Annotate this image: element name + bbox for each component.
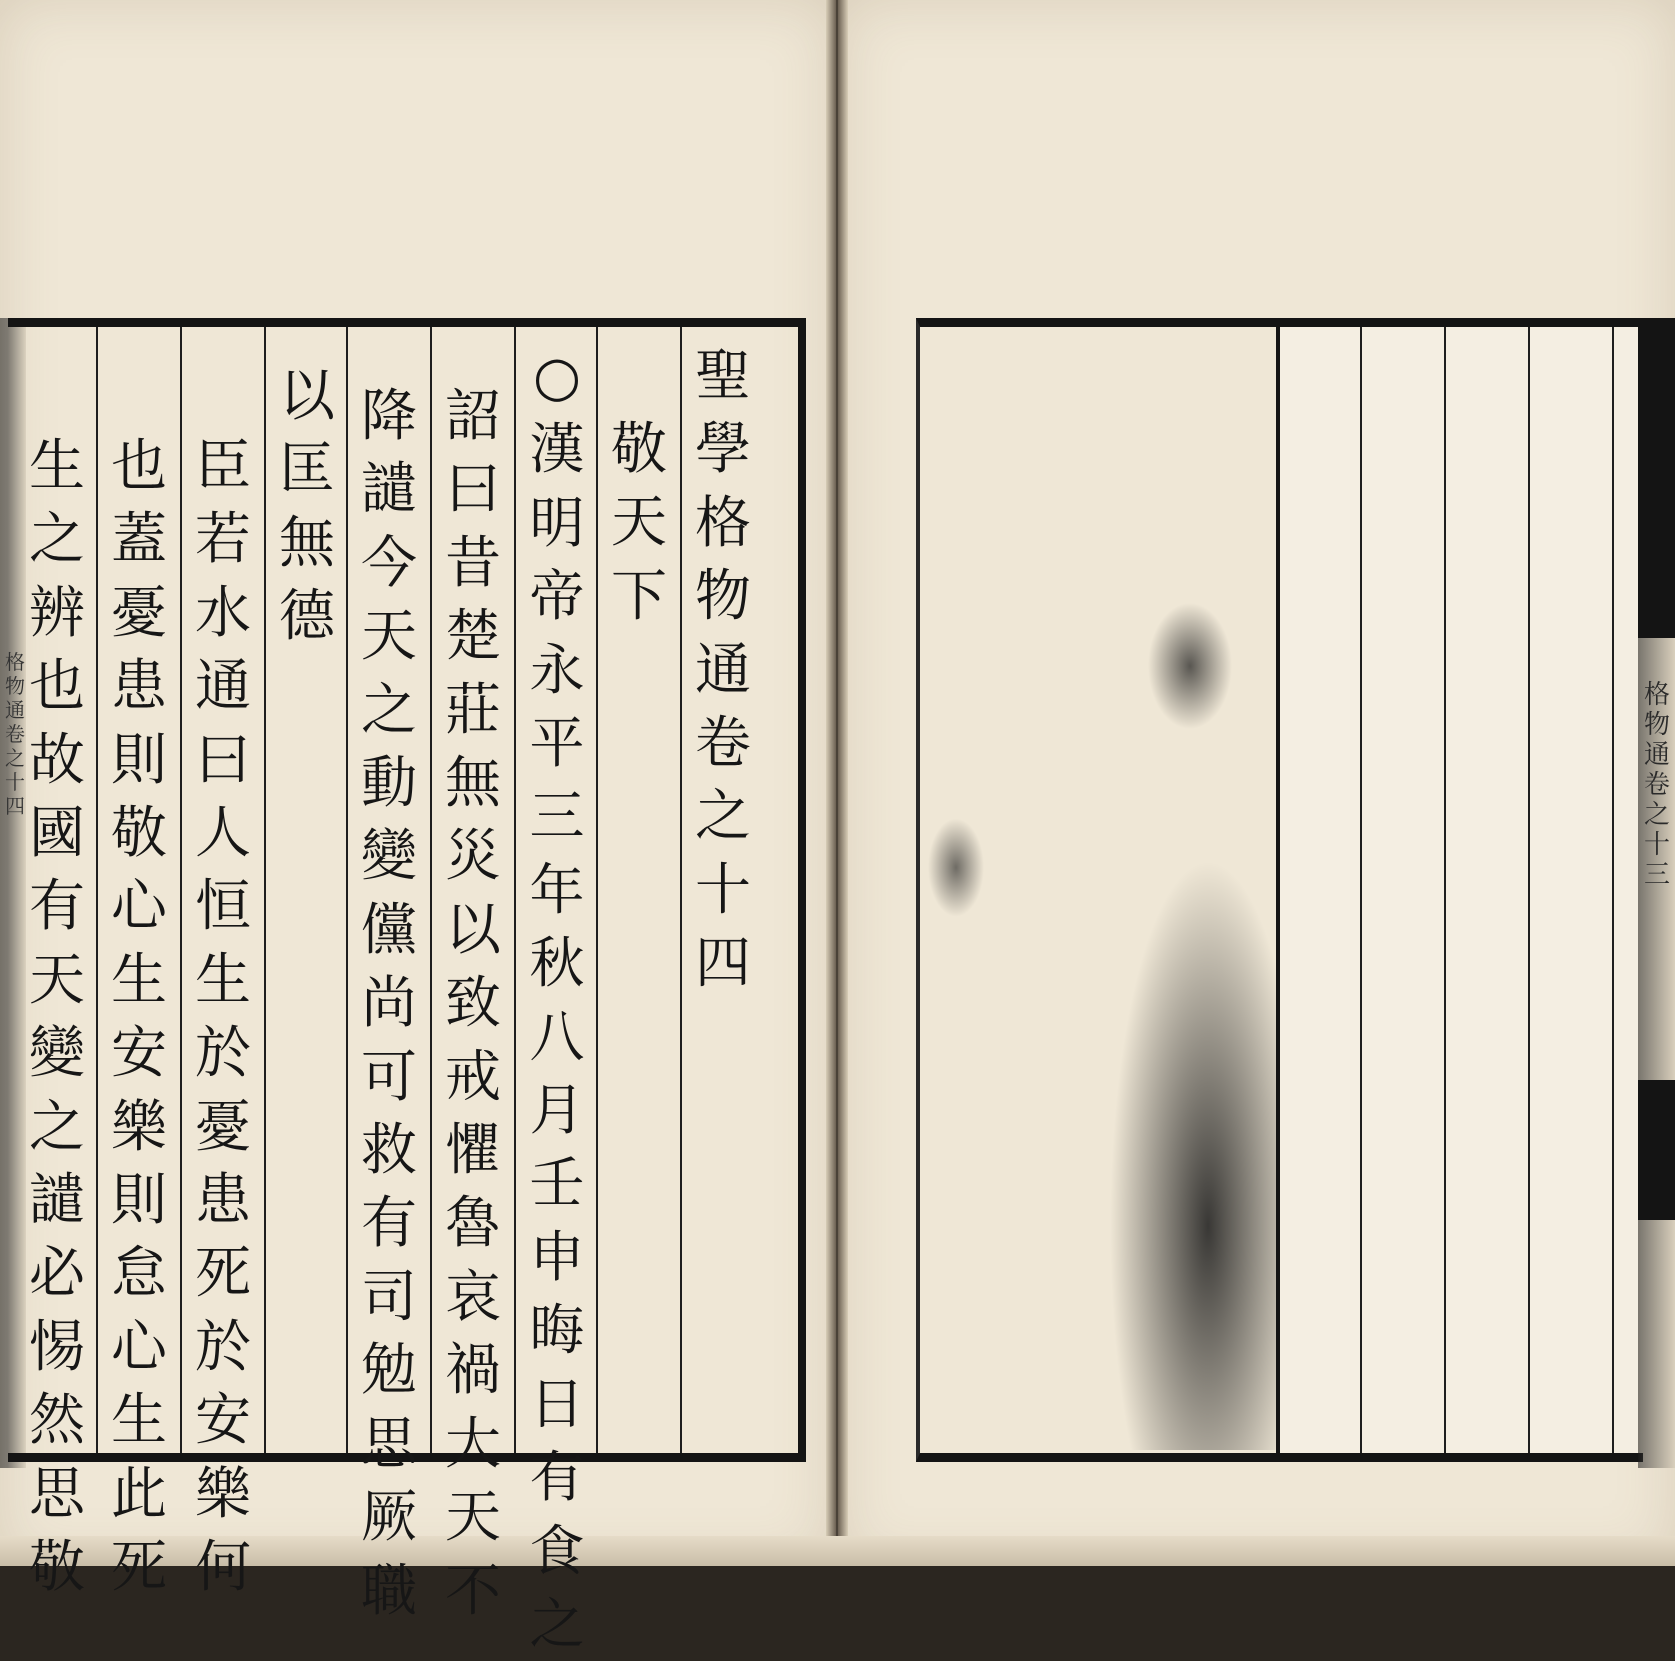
column-rule — [1528, 327, 1530, 1453]
column-rule — [680, 327, 682, 1453]
column-rule — [596, 327, 598, 1453]
book-gutter — [826, 0, 848, 1566]
column-rule — [514, 327, 516, 1453]
text-column: 也蓋憂患則敬心生安樂則怠心生此死 — [111, 434, 167, 1601]
ink-stain — [920, 330, 1280, 1450]
fish-tail-mark-top — [1638, 318, 1675, 638]
text-column-title: 聖學格物通卷之十四 — [695, 344, 751, 997]
left-margin-note: 格物通卷之十四 — [5, 650, 25, 818]
column-rule — [346, 327, 348, 1453]
blank-ruled-panel — [1276, 327, 1638, 1453]
text-column: 以匡無德 — [279, 364, 335, 650]
text-column: ○漢明帝永平三年秋八月壬申晦日有食之 — [529, 344, 585, 1656]
column-rule — [1276, 327, 1280, 1453]
right-margin-note: 格物通卷之十三 — [1643, 680, 1670, 890]
text-column: 生之辨也故國有天變之譴必惕然思敬 — [29, 434, 85, 1601]
fish-tail-mark-bottom — [1638, 1080, 1675, 1220]
column-rule — [430, 327, 432, 1453]
column-rule — [96, 327, 98, 1453]
text-column: 詔曰昔楚莊無災以致戒懼魯哀禍大天不 — [445, 384, 501, 1624]
column-rule — [180, 327, 182, 1453]
column-rule — [1612, 327, 1614, 1453]
text-column-heading: 敬天下 — [611, 417, 667, 629]
text-column: 降譴今天之動變儻尚可救有司勉思厥職 — [361, 384, 417, 1624]
column-rule — [264, 327, 266, 1453]
text-column: 臣若水通曰人恒生於憂患死於安樂何 — [195, 434, 251, 1601]
column-rule — [1444, 327, 1446, 1453]
column-rule — [1360, 327, 1362, 1453]
